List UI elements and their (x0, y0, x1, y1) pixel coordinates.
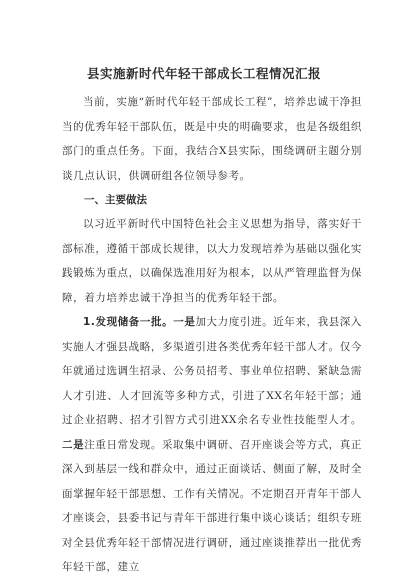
intro-paragraph: 当前，实施“新时代年轻干部成长工程”，培养忠诚干净担当的优秀年轻干部队伍，既是中央的明确要求，也是各级组织部门的重点任务。下面，我结合X县实际，围绕调研主题分别谈几点认识，供调研组各位领导参考。 (62, 96, 362, 182)
point1-label: 1.发现储备一批。 (83, 316, 174, 328)
main-approach-paragraph: 以习近平新时代中国特色社会主义思想为指导，落实好干部标准，遵循干部成长规律，以大力发现培养为基础以强化实践锻炼为重点，以确保选准用好为根本，以从严管理监督为保障，着力培养忠诚干净担当的优秀年轻干部。 (62, 218, 362, 304)
section-heading: 一、主要做法 (84, 194, 147, 206)
point1-paragraph (62, 310, 362, 580)
point1-sub1-text: 加大力度引进。近年来，我县深入实施人才强县战略，多渠道引进各类优秀年轻干部人才。仅今年就通过选调生招录、公务员招考、事业单位招聘、紧缺急需人才引进、人才回流等多种方式，引进了XX名年轻干部；通过企业招聘、招才引智方式引进XX余名专业性技能型人才。 (62, 316, 363, 426)
point1-sub1-label: 一是 (173, 316, 196, 328)
point1-sub2-label: 二是 (62, 438, 85, 451)
point1-sub2-text: 注重日常发现。采取集中调研、召开座谈会等方式，真正深入到基层一线和群众中，通过正面谈话、侧面了解，及时全面掌握年轻干部思想、工作有关情况。不定期召开青年干部人才座谈会，县委书记与青年干部进行集中谈心谈话；组织专班对全县优秀年轻干部情况进行调研，通过座谈推荐出一批优秀年轻干部，建立 (62, 438, 363, 573)
document-title: 县实施新时代年轻干部成长工程情况汇报 (86, 66, 321, 81)
